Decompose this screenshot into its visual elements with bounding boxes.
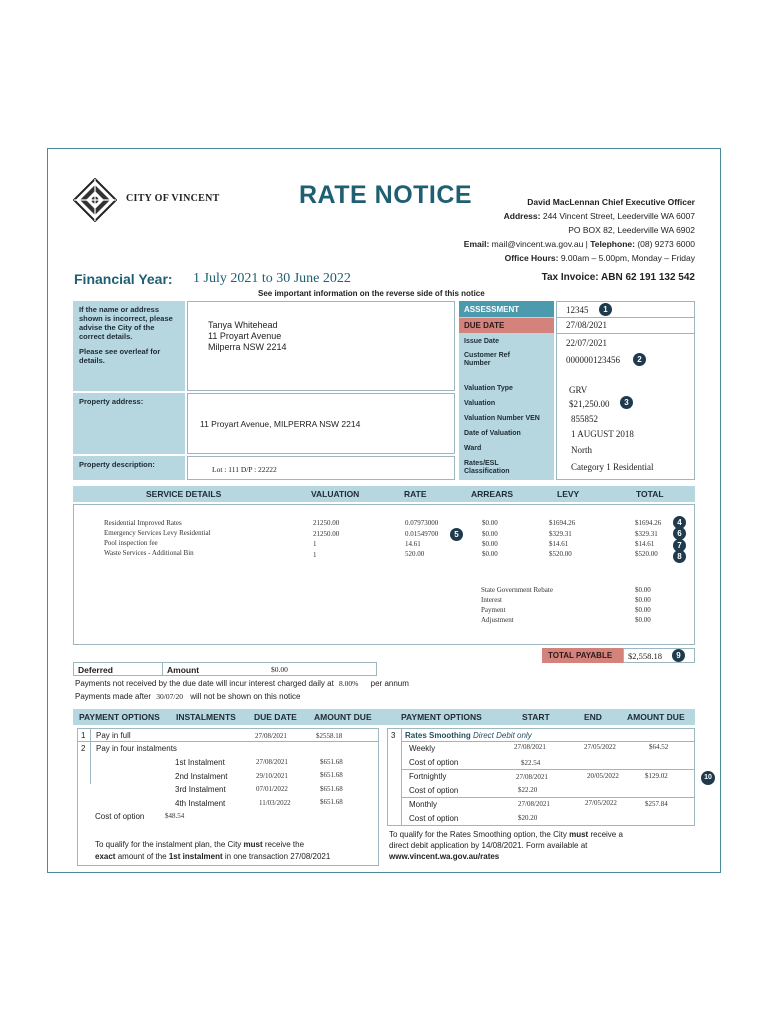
col-rate: RATE (404, 489, 427, 499)
fortnightly-cost: $22.20 (518, 786, 538, 794)
monthly-cost-label: Cost of option (409, 814, 459, 823)
instalment-1-label: 1st Instalment (175, 758, 225, 767)
service-row-2-total: $329.31 (635, 530, 658, 538)
total-payable-label: TOTAL PAYABLE (548, 651, 613, 660)
valuation-label: Valuation (464, 400, 496, 407)
payments-after-note: Payments made after 30/07/20 will not be shown on this notice (75, 692, 301, 701)
service-row-4-valuation: 1 (313, 551, 317, 559)
row-divider (401, 769, 695, 770)
row-divider (556, 317, 695, 318)
tax-invoice: Tax Invoice: ABN 62 191 132 542 (541, 272, 695, 283)
service-row-3-name: Pool inspection fee (104, 539, 158, 547)
adjustment-labels (481, 585, 553, 625)
service-row-4-name: Waste Services - Additional Bin (104, 549, 194, 557)
pay-full-num: 1 (81, 731, 86, 740)
smoothing-qualify-note: To qualify for the Rates Smoothing option, the City must receive a direct debit application by 14/08/2021. Form available at www.vincent.wa.gov.au/rates (389, 830, 623, 861)
email-phone-line: Email: mail@vincent.wa.gov.au | Telephone: (08) 9273 6000 (463, 239, 695, 249)
adjustment-values (635, 585, 651, 625)
service-row-2-name: Emergency Services Levy Residential (104, 529, 211, 537)
service-row-3-total: $14.61 (635, 540, 655, 548)
pay-full-amount: $2558.18 (316, 732, 343, 740)
payment-value: $0.00 (635, 606, 651, 614)
city-logo (73, 178, 117, 222)
valuation-number-value: 855852 (571, 414, 598, 424)
marker-2: 2 (633, 353, 646, 366)
weekly-amount: $64.52 (649, 743, 669, 751)
interest-value: $0.00 (635, 596, 651, 604)
classification-value: Category 1 Residential (571, 462, 654, 472)
fortnightly-amount: $129.02 (645, 772, 668, 780)
smoothing-title[interactable]: Rates Smoothing Direct Debit only (405, 731, 532, 740)
instalment-2-label: 2nd Instalment (175, 772, 228, 781)
row-divider (401, 797, 695, 798)
service-row-4-levy: $520.00 (549, 550, 572, 558)
instalment-4-amount: $651.68 (320, 798, 343, 806)
instalment-3-amount: $651.68 (320, 785, 343, 793)
pay-four-num: 2 (81, 744, 86, 753)
service-row-3-rate: 14.61 (405, 540, 421, 548)
monthly-end: 27/05/2022 (585, 799, 617, 807)
instalment-1-due: 27/08/2021 (256, 758, 288, 766)
fortnightly-label[interactable]: Fortnightly (409, 772, 447, 781)
instal-cost-value: $48.54 (165, 812, 185, 820)
issue-date-label: Issue Date (464, 338, 500, 345)
property-description-label-panel (73, 456, 185, 480)
col-valuation: VALUATION (311, 489, 360, 499)
pay-four-label[interactable]: Pay in four instalments (96, 744, 177, 753)
instalment-3-due: 07/01/2022 (256, 785, 288, 793)
marker-4: 4 (673, 516, 686, 529)
interest-label: Interest (481, 596, 502, 604)
valuation-value: $21,250.00 (569, 399, 610, 409)
owner-note-panel (73, 301, 185, 391)
total-payable-value: $2,558.18 (628, 651, 662, 661)
instalment-1-amount: $651.68 (320, 758, 343, 766)
service-row-2-arrears: $0.00 (482, 530, 498, 538)
fortnightly-cost-label: Cost of option (409, 786, 459, 795)
smooth-col-end: END (584, 712, 602, 722)
instal-cost-label: Cost of option (95, 812, 145, 821)
customer-ref-label: Customer Ref Number (464, 352, 510, 367)
monthly-label[interactable]: Monthly (409, 800, 438, 809)
customer-ref-value: 000000123456 (566, 355, 620, 365)
property-description-box (187, 456, 455, 480)
col-levy: LEVY (557, 489, 580, 499)
service-row-3-levy: $14.61 (549, 540, 569, 548)
rebate-value: $0.00 (635, 586, 651, 594)
valuation-date-value: 1 AUGUST 2018 (571, 429, 634, 439)
property-address-label-panel (73, 393, 185, 454)
smooth-col-options: PAYMENT OPTIONS (401, 712, 482, 722)
owner-note-2: Please see overleaf for details. (79, 347, 161, 365)
instalment-3-label: 3rd Instalment (175, 785, 226, 794)
hours-line: Office Hours: 9.00am – 5.00pm, Monday – Friday (504, 253, 695, 263)
address-line: Address: 244 Vincent Street, Leederville WA 6007 (503, 211, 695, 221)
num-divider (90, 728, 91, 784)
property-address: 11 Proyart Avenue, MILPERRA NSW 2214 (200, 419, 361, 429)
owner-addr-1: 11 Proyart Avenue (208, 331, 282, 341)
row-divider (401, 741, 695, 742)
weekly-cost-label: Cost of option (409, 758, 459, 767)
ward-label: Ward (464, 445, 482, 452)
weekly-label[interactable]: Weekly (409, 744, 436, 753)
pay-col-amount-due: AMOUNT DUE (314, 712, 372, 722)
service-row-1-levy: $1694.26 (549, 519, 576, 527)
marker-7: 7 (673, 539, 686, 552)
marker-10: 10 (701, 771, 715, 785)
due-date-value: 27/08/2021 (566, 320, 608, 330)
rebate-label: State Government Rebate (481, 586, 553, 594)
deferred-label: Deferred (78, 665, 113, 675)
row-divider (77, 741, 379, 742)
classification-label: Rates/ESL Classification (464, 460, 510, 475)
owner-addr-2: Milperra NSW 2214 (208, 342, 287, 352)
financial-year-value: 1 July 2021 to 30 June 2022 (193, 271, 351, 286)
valuation-type-value: GRV (569, 385, 588, 395)
owner-name: Tanya Whitehead (208, 320, 278, 330)
contact-block (375, 195, 695, 265)
valuation-number-label: Valuation Number VEN (464, 415, 540, 422)
org-name: CITY OF VINCENT (126, 193, 220, 204)
property-address-box (187, 393, 455, 454)
row-divider (556, 333, 695, 334)
property-address-label: Property address: (79, 397, 144, 406)
marker-9: 9 (672, 649, 685, 662)
owner-address-box (187, 301, 455, 391)
assessment-label: ASSESSMENT (464, 305, 520, 314)
smooth-col-start: START (522, 712, 550, 722)
due-date-label: DUE DATE (464, 321, 505, 330)
weekly-end: 27/05/2022 (584, 743, 616, 751)
amount-label: Amount (167, 665, 200, 675)
property-description-label: Property description: (79, 460, 155, 469)
monthly-cost: $20.20 (518, 814, 538, 822)
instalment-4-due: 11/03/2022 (259, 799, 291, 807)
marker-6: 6 (673, 527, 686, 540)
fortnightly-end: 20/05/2022 (587, 772, 619, 780)
service-row-1-arrears: $0.00 (482, 519, 498, 527)
deferred-divider (162, 663, 163, 675)
monthly-start: 27/08/2021 (518, 800, 550, 808)
payment-label: Payment (481, 606, 506, 614)
service-row-4-total: $520.00 (635, 550, 658, 558)
smooth-col-amount-due: AMOUNT DUE (627, 712, 685, 722)
ceo-line: David MacLennan Chief Executive Officer (527, 197, 695, 207)
service-row-1-total: $1694.26 (635, 519, 662, 527)
service-row-4-rate: 520.00 (405, 550, 425, 558)
weekly-start: 27/08/2021 (514, 743, 546, 751)
col-service-details: SERVICE DETAILS (146, 489, 222, 499)
pay-full-label[interactable]: Pay in full (96, 731, 131, 740)
po-line: PO BOX 82, Leederville WA 6902 (568, 225, 695, 235)
service-row-3-valuation: 1 (313, 540, 317, 548)
pay-col-instalments: INSTALMENTS (176, 712, 236, 722)
service-row-1-rate: 0.07973000 (405, 519, 439, 527)
reverse-side-note: See important information on the reverse side of this notice (258, 289, 485, 298)
service-row-2-rate: 0.01549700 (405, 530, 439, 538)
service-row-3-arrears: $0.00 (482, 540, 498, 548)
adjustment-value: $0.00 (635, 616, 651, 624)
deferred-box (73, 662, 377, 676)
service-row-1-name: Residential Improved Rates (104, 519, 182, 527)
deferred-amount: $0.00 (271, 665, 288, 674)
weekly-cost: $22.54 (521, 759, 541, 767)
rates-url[interactable]: www.vincent.wa.gov.au/rates (389, 852, 500, 861)
adjustment-label: Adjustment (481, 616, 514, 624)
ward-value: North (571, 445, 592, 455)
instalment-2-due: 29/10/2021 (256, 772, 288, 780)
instalment-2-amount: $651.68 (320, 771, 343, 779)
page-title: RATE NOTICE (299, 181, 473, 209)
instalment-4-label: 4th Instalment (175, 799, 226, 808)
owner-note-1: If the name or address shown is incorrect, please advise the City of the correct details. (79, 305, 173, 341)
smoothing-num: 3 (391, 731, 396, 740)
pay-full-due: 27/08/2021 (255, 732, 287, 740)
total-payable-label-bg (542, 648, 623, 663)
monthly-amount: $257.84 (645, 800, 668, 808)
service-row-4-arrears: $0.00 (482, 550, 498, 558)
interest-note: Payments not received by the due date will incur interest charged daily at 8.00% per annum (75, 679, 409, 688)
marker-8: 8 (673, 550, 686, 563)
col-arrears: ARREARS (471, 489, 514, 499)
col-total: TOTAL (636, 489, 664, 499)
pay-col-options: PAYMENT OPTIONS (79, 712, 160, 722)
pay-col-due-date: DUE DATE (254, 712, 297, 722)
issue-date-value: 22/07/2021 (566, 338, 608, 348)
marker-5: 5 (450, 528, 463, 541)
valuation-date-label: Date of Valuation (464, 430, 521, 437)
financial-year-label: Financial Year: (74, 271, 173, 287)
num-divider (401, 728, 402, 826)
marker-1: 1 (599, 303, 612, 316)
valuation-type-label: Valuation Type (464, 385, 513, 392)
service-row-2-levy: $329.31 (549, 530, 572, 538)
service-row-1-valuation: 21250.00 (313, 519, 340, 527)
assessment-number: 12345 (566, 305, 589, 315)
instalment-qualify-note: To qualify for the instalment plan, the City must receive the exact amount of the 1st instalment in one transaction 27/08/2021 (95, 840, 331, 861)
payment-header-bar (73, 709, 695, 725)
fortnightly-start: 27/08/2021 (516, 773, 548, 781)
marker-3: 3 (620, 396, 633, 409)
service-header-bar (73, 486, 695, 502)
service-row-2-valuation: 21250.00 (313, 530, 340, 538)
property-description: Lot : 111 D/P : 22222 (212, 465, 277, 474)
